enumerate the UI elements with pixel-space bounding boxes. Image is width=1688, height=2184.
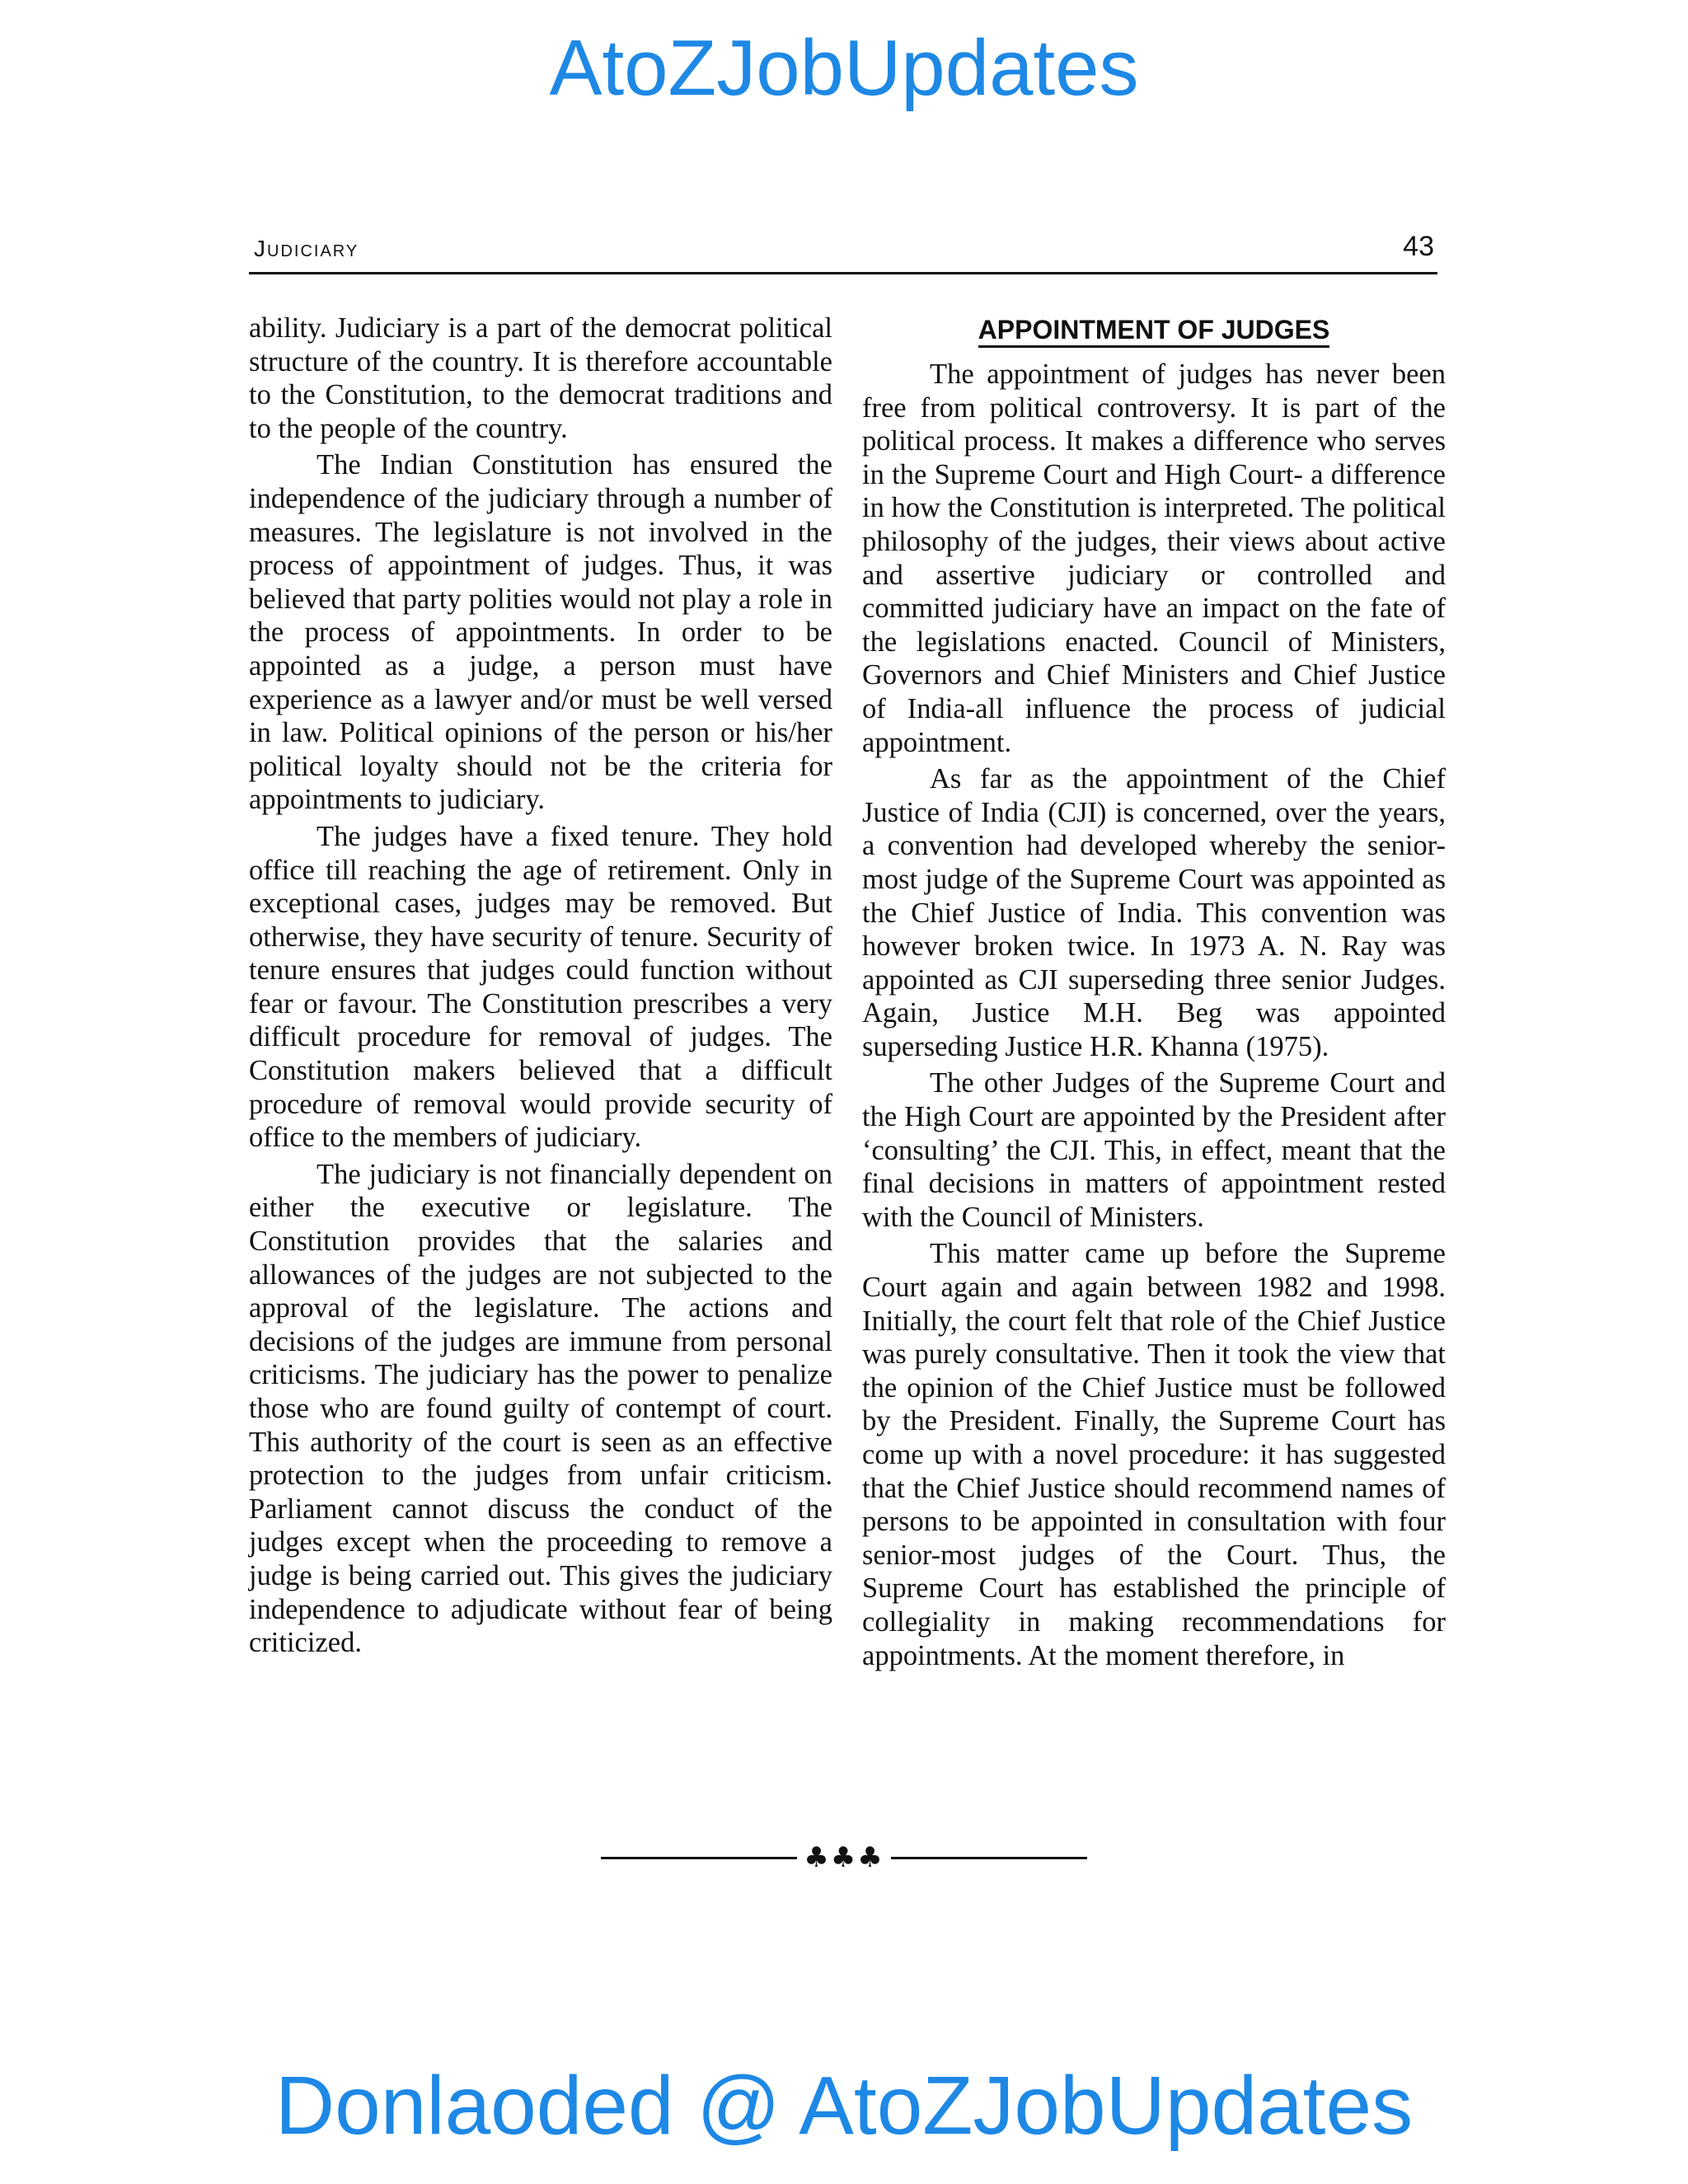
section-heading [862,312,1446,348]
right-column [862,312,1446,1675]
end-ornament [597,1841,1091,1874]
watermark-bottom: Donlaoded @ AtoZJobUpdates [274,2060,1414,2152]
section-title: Judiciary [254,236,359,261]
ornament-rule-left [601,1857,797,1859]
paragraph: As far as the appointment of the Chief Justice of India (CJI) is concerned, over the years, a convention had developed whereby the senior-most judge of the Supreme Court was appointed as the Chief Justice of India. This convention was however broken twice. In 1973 A. N. Ray was appointed as CJI superseding three senior Judges. Again, Justice M.H. Beg was appointed superseding Justice H.R. Khanna (1975). [862,763,1446,1062]
paragraph: This matter came up before the Supreme Court again and again between 1982 and 1998. Initially, the court felt that role of the Chief Justice was purely consultative. Then it took the view that the opinion of the Chief Justice must be followed by the President. Finally, the Supreme Court has come up with a novel procedure: it has suggested that the Chief Justice should recommend names of persons to be appointed in consultation with four senior-most judges of the Court. Thus, the Supreme Court has established the principle of collegiality in making recommendations for appointments. At the moment therefore, in [862,1238,1446,1671]
paragraph: ability. Judiciary is a part of the democrat political structure of the country. It is therefore accountable to the Constitution, to the democrat traditions and to the people of the country. [249,312,832,444]
club-icons: ♣♣♣ [804,1841,884,1874]
paragraph: The Indian Constitution has ensured the independence of the judiciary through a number of measures. The legislature is not involved in the process of appointment of judges. Thus, it was believed that party polities would not play a role in the process of appointments. In order to be appointed as a judge, a person must have experience as a lawyer and/or must be well versed in law. Political opinions of the person or his/her political loyalty should not be the criteria for appointments to judiciary. [249,449,832,816]
paragraph: The appointment of judges has never been free from political controversy. It is part of the political process. It makes a difference who serves in the Supreme Court and High Court- a difference in how the Constitution is interpreted. The political philosophy of the judges, their views about active and assertive judiciary or controlled and committed judiciary have an impact on the fate of the legislations enacted. Council of Ministers, Governors and Chief Ministers and Chief Justice of India-all influence the process of judicial appointment. [862,359,1446,758]
ornament-rule-right [891,1857,1087,1859]
section-heading-text: APPOINTMENT OF JUDGES [978,315,1330,348]
paragraph: The judges have a fixed tenure. They hold office till reaching the age of retirement. Only in exceptional cases, judges may be removed. But otherwise, they have security of tenure. Security of tenure ensures that judges could function without fear or favour. The Constitution prescribes a very difficult procedure for removal of judges. The Constitution makers believed that a difficult procedure of removal would provide security of office to the members of judiciary. [249,820,832,1154]
running-head [249,231,1437,274]
left-column [249,312,832,1663]
paragraph: The other Judges of the Supreme Court and the High Court are appointed by the President after ‘consulting’ the CJI. This, in effect, meant that the final decisions in matters of appointment rested with the Council of Ministers. [862,1067,1446,1233]
paragraph: The judiciary is not financially dependent on either the executive or legislature. The Constitution provides that the salaries and allowances of the judges are not subjected to the approval of the legislature. The actions and decisions of the judges are immune from personal criticisms. The judiciary has the power to penalize those who are found guilty of contempt of court. This authority of the court is seen as an effective protection to the judges from unfair criticism. Parliament cannot discuss the conduct of the judges except when the proceeding to remove a judge is being carried out. This gives the judiciary independence to adjudicate without fear of being criticized. [249,1158,832,1659]
page-number: 43 [1403,231,1434,262]
watermark-top: AtoZJobUpdates [549,24,1139,112]
